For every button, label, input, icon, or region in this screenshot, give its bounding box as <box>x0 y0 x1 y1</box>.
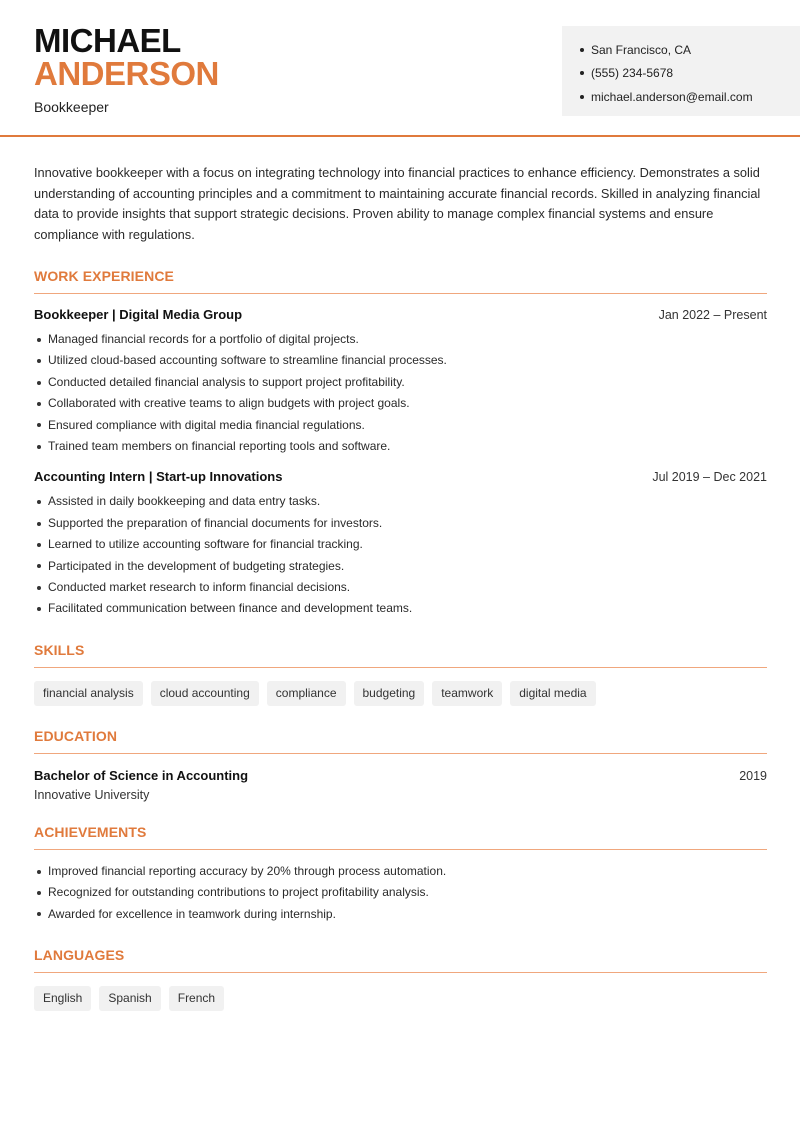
bullet-icon <box>580 95 584 99</box>
bullet-icon <box>37 338 41 342</box>
bullet-text: Learned to utilize accounting software for financial tracking. <box>48 537 363 552</box>
list-item <box>34 415 767 436</box>
education-entry <box>34 768 767 802</box>
skill-tag: teamwork <box>432 681 502 706</box>
bullet-icon <box>37 586 41 590</box>
bullet-text: Utilized cloud-based accounting software to streamline financial processes. <box>48 353 447 368</box>
bullet-text: Conducted market research to inform financial decisions. <box>48 580 351 595</box>
skill-tag: cloud accounting <box>151 681 259 706</box>
bullet-icon <box>37 564 41 568</box>
bullet-text: Supported the preparation of financial documents for investors. <box>48 515 383 530</box>
language-tags <box>34 986 767 1011</box>
resume-body <box>34 163 767 1011</box>
list-item <box>34 882 767 903</box>
skill-tag: financial analysis <box>34 681 143 706</box>
job-bullets <box>34 329 767 457</box>
job-entry <box>34 469 767 619</box>
bullet-icon <box>37 500 41 504</box>
language-tag: Spanish <box>99 986 160 1011</box>
bullet-icon <box>580 71 584 75</box>
contact-box <box>562 26 800 116</box>
degree: Bachelor of Science in Accounting <box>34 767 249 783</box>
school-name: Innovative University <box>34 787 150 802</box>
list-item <box>34 556 767 577</box>
job-bullets <box>34 491 767 619</box>
language-tag: English <box>34 986 91 1011</box>
skills-tags <box>34 681 767 706</box>
list-item <box>34 393 767 414</box>
summary: Innovative bookkeeper with a focus on integrating technology into financial practices to enhance efficiency. Demonstrates a solid understanding of accounting principles and a commitment to maintaining accurate financial records. Skilled in analyzing financial data to provide insights that support strategic decisions. Proven ability to manage complex financial systems and ensure compliance with regulations. <box>34 165 761 242</box>
skill-tag: budgeting <box>354 681 425 706</box>
contact-location <box>580 38 800 62</box>
graduation-year: 2019 <box>739 768 767 783</box>
resume-header <box>0 0 800 137</box>
bullet-icon <box>37 912 41 916</box>
list-item <box>34 329 767 350</box>
job-role: Accounting Intern | Start-up Innovations <box>34 469 283 485</box>
bullet-text: Participated in the development of budgeting strategies. <box>48 558 345 573</box>
bullet-text: Assisted in daily bookkeeping and data entry tasks. <box>48 494 321 509</box>
languages-heading: LANGUAGES <box>34 947 767 973</box>
list-item <box>34 598 767 619</box>
bullet-icon <box>37 607 41 611</box>
bullet-icon <box>580 48 584 52</box>
skill-tag: compliance <box>267 681 346 706</box>
bullet-icon <box>37 381 41 385</box>
last-name: ANDERSON <box>34 55 219 92</box>
job-entry <box>34 307 767 457</box>
list-item <box>34 861 767 882</box>
skill-tag: digital media <box>510 681 595 706</box>
list-item <box>34 904 767 925</box>
bullet-text: Improved financial reporting accuracy by 20% through process automation. <box>48 863 447 878</box>
bullet-icon <box>37 402 41 406</box>
achievements-heading: ACHIEVEMENTS <box>34 824 767 850</box>
achievements-list <box>34 861 767 925</box>
list-item <box>34 436 767 457</box>
bullet-icon <box>37 543 41 547</box>
bullet-text: Managed financial records for a portfolio of digital projects. <box>48 332 359 346</box>
list-item <box>34 577 767 598</box>
language-tag: French <box>169 986 224 1011</box>
first-name: MICHAEL <box>34 22 181 59</box>
bullet-icon <box>37 891 41 895</box>
work-experience-heading: WORK EXPERIENCE <box>34 268 767 294</box>
phone-text: (555) 234-5678 <box>591 66 674 81</box>
bullet-text: Ensured compliance with digital media financial regulations. <box>48 417 365 432</box>
job-dates: Jul 2019 – Dec 2021 <box>652 470 767 485</box>
contact-phone <box>580 62 800 86</box>
bullet-icon <box>37 423 41 427</box>
job-role: Bookkeeper | Digital Media Group <box>34 307 243 322</box>
bullet-icon <box>37 445 41 449</box>
list-item <box>34 350 767 371</box>
bullet-text: Facilitated communication between finance and development teams. <box>48 601 413 616</box>
bullet-icon <box>37 870 41 874</box>
location-text: San Francisco, CA <box>591 42 692 57</box>
skills-heading: SKILLS <box>34 642 767 668</box>
bullet-text: Collaborated with creative teams to align budgets with project goals. <box>48 396 410 411</box>
email-text: michael.anderson@email.com <box>591 89 753 104</box>
job-title: Bookkeeper <box>34 99 109 115</box>
bullet-text: Trained team members on financial reporting tools and software. <box>48 439 391 454</box>
list-item <box>34 534 767 555</box>
bullet-text: Recognized for outstanding contributions to project profitability analysis. <box>48 885 429 900</box>
bullet-icon <box>37 522 41 526</box>
list-item <box>34 513 767 534</box>
list-item <box>34 491 767 512</box>
contact-email <box>580 85 800 109</box>
bullet-text: Awarded for excellence in teamwork during internship. <box>48 906 336 921</box>
job-dates: Jan 2022 – Present <box>658 308 767 322</box>
bullet-text: Conducted detailed financial analysis to support project profitability. <box>48 374 405 389</box>
education-heading: EDUCATION <box>34 728 767 754</box>
bullet-icon <box>37 359 41 363</box>
list-item <box>34 372 767 393</box>
